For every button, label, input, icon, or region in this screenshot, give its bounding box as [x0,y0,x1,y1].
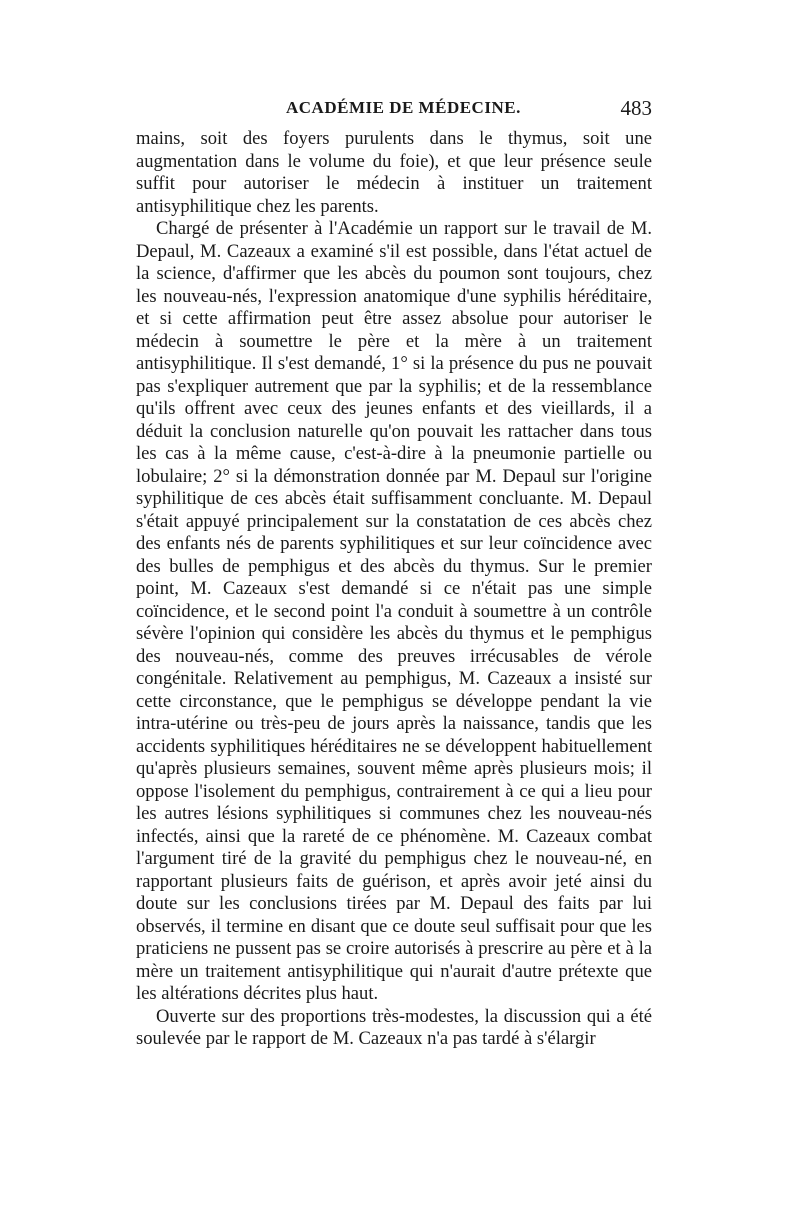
body-text [136,128,652,1051]
running-head: ACADÉMIE DE MÉDECINE. [286,98,521,117]
page-header [136,96,652,124]
paragraph-report: Chargé de présenter à l'Académie un rapport sur le travail de M. Depaul, M. Cazeaux a examiné s'il est possible, dans l'état actuel de la science, d'affirmer que les abcès du poumon sont toujours, chez les nouveau-nés, l'expression anatomique d'une syphilis héréditaire, et si cette affirmation peut être assez absolue pour autoriser le médecin à soumettre le père et la mère à un traitement antisyphilitique. Il s'est demandé, 1° si la présence du pus ne pouvait pas s'expliquer autrement que par la syphilis; et de la ressemblance qu'ils offrent avec ceux des jeunes enfants et des vieillards, il a déduit la conclusion naturelle qu'on pouvait les rattacher dans tous les cas à la même cause, c'est-à-dire à la pneumonie partielle ou lobulaire; 2° si la démonstration donnée par M. Depaul sur l'origine syphilitique de ces abcès était suffisamment concluante. M. Depaul s'était appuyé principalement sur la constatation de ces abcès chez des enfants nés de parents syphilitiques et sur leur coïncidence avec des bulles de pemphigus et des abcès du thymus. Sur le premier point, M. Cazeaux s'est demandé si ce n'était pas une simple coïncidence, et le second point l'a conduit à soumettre à un contrôle sévère l'opinion qui considère les abcès du thymus et le pemphigus des nouveau-nés, comme des preuves irrécusables de vérole congénitale. Relativement au pemphigus, M. Cazeaux a insisté sur cette circonstance, que le pemphigus se développe pendant la vie intra-utérine ou très-peu de jours après la naissance, tandis que les accidents syphilitiques héréditaires ne se développent habituellement qu'après plusieurs semaines, souvent même après plusieurs mois; il oppose l'isolement du pemphigus, contrairement à ce qui a lieu pour les autres lésions syphilitiques si communes chez les nouveau-nés infectés, ainsi que la rareté de ce phénomène. M. Cazeaux combat l'argument tiré de la gravité du pemphigus chez le nouveau-né, en rapportant plusieurs faits de guérison, et après avoir jeté ainsi du doute sur les conclusions tirées par M. Depaul des faits par lui observés, il termine en disant que ce doute seul suffisait pour que les praticiens ne pussent pas se croire autorisés à prescrire au père et à la mère un traitement antisyphilitique qui n'aurait d'autre prétexte que les altérations décrites plus haut. [136,218,652,1004]
page-number: 483 [620,96,652,120]
paragraph-discussion: Ouverte sur des proportions très-modestes, la discussion qui a été soulevée par le rapport de M. Cazeaux n'a pas tardé à s'élargir [136,1005,652,1049]
paragraph-continued: mains, soit des foyers purulents dans le thymus, soit une augmentation dans le volume du foie), et que leur présence seule suffit pour autoriser le médecin à instituer un traitement antisyphilitique chez les parents. [136,128,652,217]
